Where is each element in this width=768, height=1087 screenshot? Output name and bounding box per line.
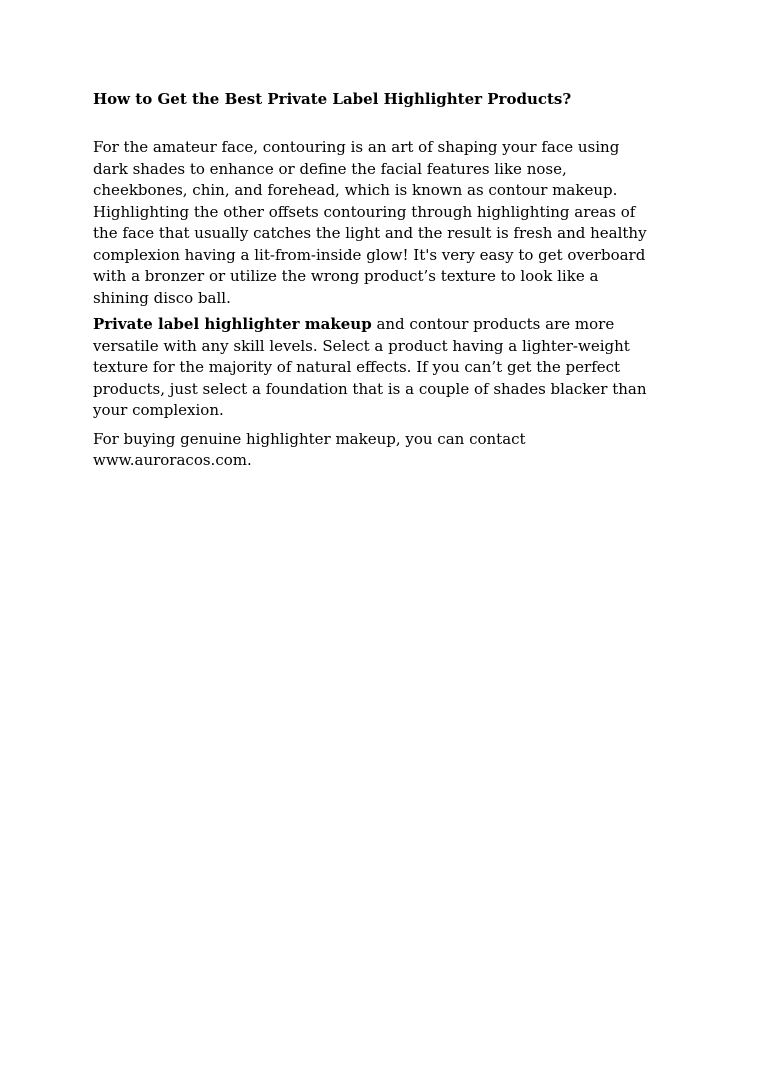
paragraph-line: versatile with any skill levels. Select a product having a lighter-weight — [93, 336, 630, 355]
paragraph-line: the face that usually catches the light and the result is fresh and healthy — [93, 224, 647, 242]
document-body — [93, 89, 683, 472]
paragraph-line — [93, 314, 683, 336]
contact-url: www.auroracos.com. — [93, 451, 252, 469]
paragraph-line-rest: and contour products are more — [371, 315, 615, 333]
paragraph-line: your complexion. — [93, 401, 224, 419]
paragraph-line: texture for the majority of natural effects. If you can’t get the perfect — [93, 358, 621, 376]
document-title: How to Get the Best Private Label Highlighter Products? — [93, 90, 572, 108]
paragraph-private-label — [93, 314, 683, 422]
paragraph-contact — [93, 429, 683, 472]
paragraph-line: cheekbones, chin, and forehead, which is known as contour makeup. — [93, 181, 618, 199]
paragraph-line: dark shades to enhance or define the facial features like nose, — [93, 159, 567, 178]
paragraph-contouring — [93, 137, 683, 309]
paragraph-line: For buying genuine highlighter makeup, you can contact — [93, 429, 526, 448]
paragraph-line: Highlighting the other offsets contouring through highlighting areas of — [93, 202, 636, 221]
paragraph-line: with a bronzer or utilize the wrong product’s texture to look like a — [93, 267, 599, 285]
paragraph-line: complexion having a lit-from-inside glow! It's very easy to get overboard — [93, 245, 646, 264]
paragraph-line: shining disco ball. — [93, 288, 231, 307]
paragraph-line: products, just select a foundation that is a couple of shades blacker than — [93, 379, 647, 398]
paragraph-line: For the amateur face, contouring is an art of shaping your face using — [93, 138, 620, 156]
bold-lead-phrase: Private label highlighter makeup — [93, 315, 372, 333]
